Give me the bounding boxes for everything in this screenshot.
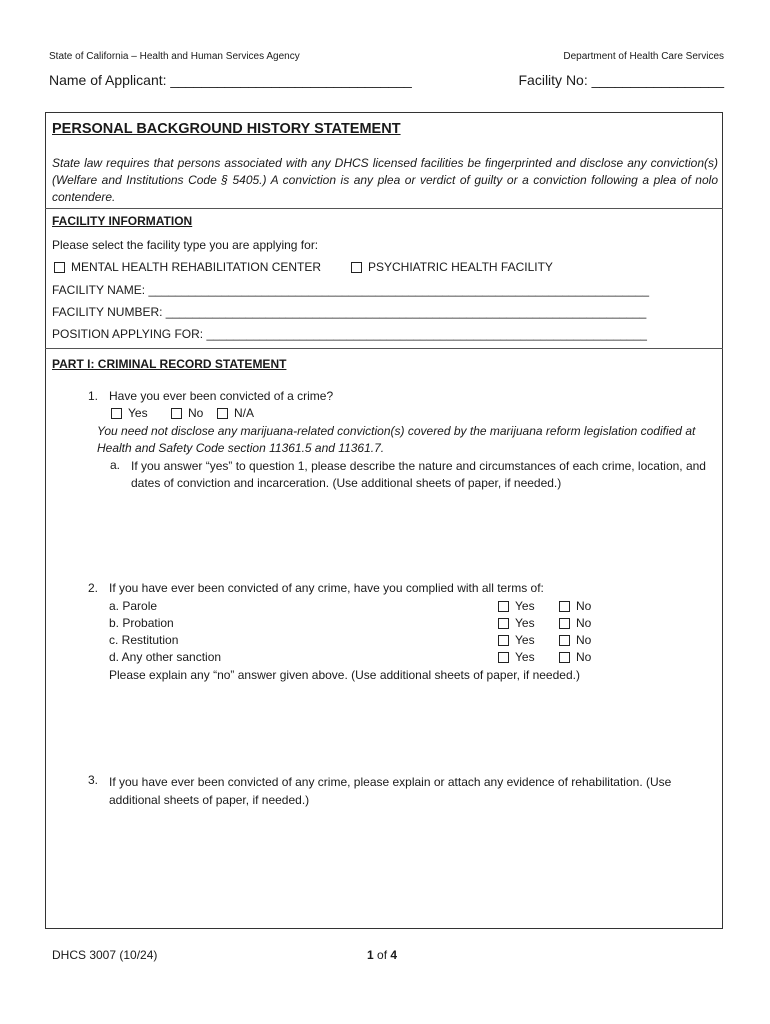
q1-no-checkbox[interactable] <box>171 408 182 419</box>
q3-text: If you have ever been convicted of any crime, please explain or attach any evidence of rehabilitation. (Use additional sheets of paper, if needed.) <box>109 775 672 807</box>
q2d-yes-label: Yes <box>515 650 535 664</box>
q1-yes-label: Yes <box>128 406 148 420</box>
q2d-no-label: No <box>576 650 592 664</box>
q1-no-label: No <box>188 406 204 420</box>
q2-item-probation: b. Probation <box>109 616 174 630</box>
q1-marijuana-note: You need not disclose any marijuana-related conviction(s) covered by the marijuana reform legislation codified at Health and Safety Code section 11361.5 and 11361.7. <box>97 424 696 455</box>
agency-name: State of California – Health and Human Services Agency <box>49 51 300 62</box>
q2a-yes-checkbox[interactable] <box>498 601 509 612</box>
q2d-yes-checkbox[interactable] <box>498 652 509 663</box>
q2-text: If you have ever been convicted of any crime, have you complied with all terms of: <box>109 581 544 595</box>
q1-yes-option[interactable] <box>111 406 148 420</box>
q2b-no-option[interactable] <box>559 616 591 630</box>
applicant-name-field[interactable]: Name of Applicant: _______________________________ <box>49 72 412 88</box>
q2-item-other-sanction: d. Any other sanction <box>109 650 222 664</box>
q2d-no-checkbox[interactable] <box>559 652 570 663</box>
q2c-no-label: No <box>576 633 592 647</box>
q2b-no-label: No <box>576 616 592 630</box>
phf-checkbox[interactable] <box>351 262 362 273</box>
q2-number: 2. <box>88 581 99 595</box>
facility-name-field[interactable]: FACILITY NAME: ___________________________________________________________________________ <box>52 283 650 297</box>
form-title: PERSONAL BACKGROUND HISTORY STATEMENT <box>52 121 401 137</box>
page-total: 4 <box>390 948 398 962</box>
q1-na-checkbox[interactable] <box>217 408 228 419</box>
q1-na-label: N/A <box>234 406 255 420</box>
position-field[interactable]: POSITION APPLYING FOR: __________________________________________________________________ <box>52 327 647 341</box>
q2c-no-checkbox[interactable] <box>559 635 570 646</box>
mhrc-checkbox[interactable] <box>54 262 65 273</box>
divider <box>45 348 723 349</box>
q2c-yes-label: Yes <box>515 633 535 647</box>
q2c-yes-option[interactable] <box>498 633 535 647</box>
q1-no-option[interactable] <box>171 406 203 420</box>
facility-no-field[interactable]: Facility No: _________________ <box>518 72 724 88</box>
facility-info-heading: FACILITY INFORMATION <box>52 214 193 228</box>
mhrc-option[interactable] <box>54 260 321 274</box>
q2a-yes-option[interactable] <box>498 599 535 613</box>
form-id: DHCS 3007 (10/24) <box>52 948 158 962</box>
q2a-no-label: No <box>576 599 592 613</box>
q2c-no-option[interactable] <box>559 633 591 647</box>
q1-number: 1. <box>88 389 99 403</box>
page-current: 1 <box>367 948 374 962</box>
page-number <box>367 948 397 962</box>
q2c-yes-checkbox[interactable] <box>498 635 509 646</box>
facility-type-prompt: Please select the facility type you are applying for: <box>52 238 319 252</box>
q1a-label: a. <box>110 458 121 472</box>
q2a-yes-label: Yes <box>515 599 535 613</box>
q1-yes-checkbox[interactable] <box>111 408 122 419</box>
part1-heading: PART I: CRIMINAL RECORD STATEMENT <box>52 357 287 371</box>
q2d-no-option[interactable] <box>559 650 591 664</box>
phf-label: PSYCHIATRIC HEALTH FACILITY <box>368 260 553 274</box>
q2b-yes-checkbox[interactable] <box>498 618 509 629</box>
q2b-yes-option[interactable] <box>498 616 535 630</box>
intro-text: State law requires that persons associated with any DHCS licensed facilities be fingerprinted and disclose any conviction(s) (Welfare and Institutions Code § 5405.) A conviction is any plea or verdict of guilty or a conviction following a plea of nolo contendere. <box>52 156 718 204</box>
q2a-no-option[interactable] <box>559 599 591 613</box>
q1a-text: If you answer “yes” to question 1, please describe the nature and circumstances of each crime, location, and dates of conviction and incarceration. (Use additional sheets of paper, if needed.) <box>131 459 706 490</box>
q2a-no-checkbox[interactable] <box>559 601 570 612</box>
department-name: Department of Health Care Services <box>563 51 724 62</box>
q2b-no-checkbox[interactable] <box>559 618 570 629</box>
q2d-yes-option[interactable] <box>498 650 535 664</box>
mhrc-label: MENTAL HEALTH REHABILITATION CENTER <box>71 260 322 274</box>
facility-number-field[interactable]: FACILITY NUMBER: ________________________________________________________________________ <box>52 305 647 319</box>
page-of: of <box>377 948 388 962</box>
q2-item-parole: a. Parole <box>109 599 158 613</box>
phf-option[interactable] <box>351 260 553 274</box>
q2-item-restitution: c. Restitution <box>109 633 179 647</box>
q2-explain: Please explain any “no” answer given above. (Use additional sheets of paper, if needed.) <box>109 668 580 682</box>
divider <box>45 208 723 209</box>
q1-na-option[interactable] <box>217 406 254 420</box>
q1-text: Have you ever been convicted of a crime? <box>109 389 334 403</box>
q3-number: 3. <box>88 773 99 787</box>
q2b-yes-label: Yes <box>515 616 535 630</box>
